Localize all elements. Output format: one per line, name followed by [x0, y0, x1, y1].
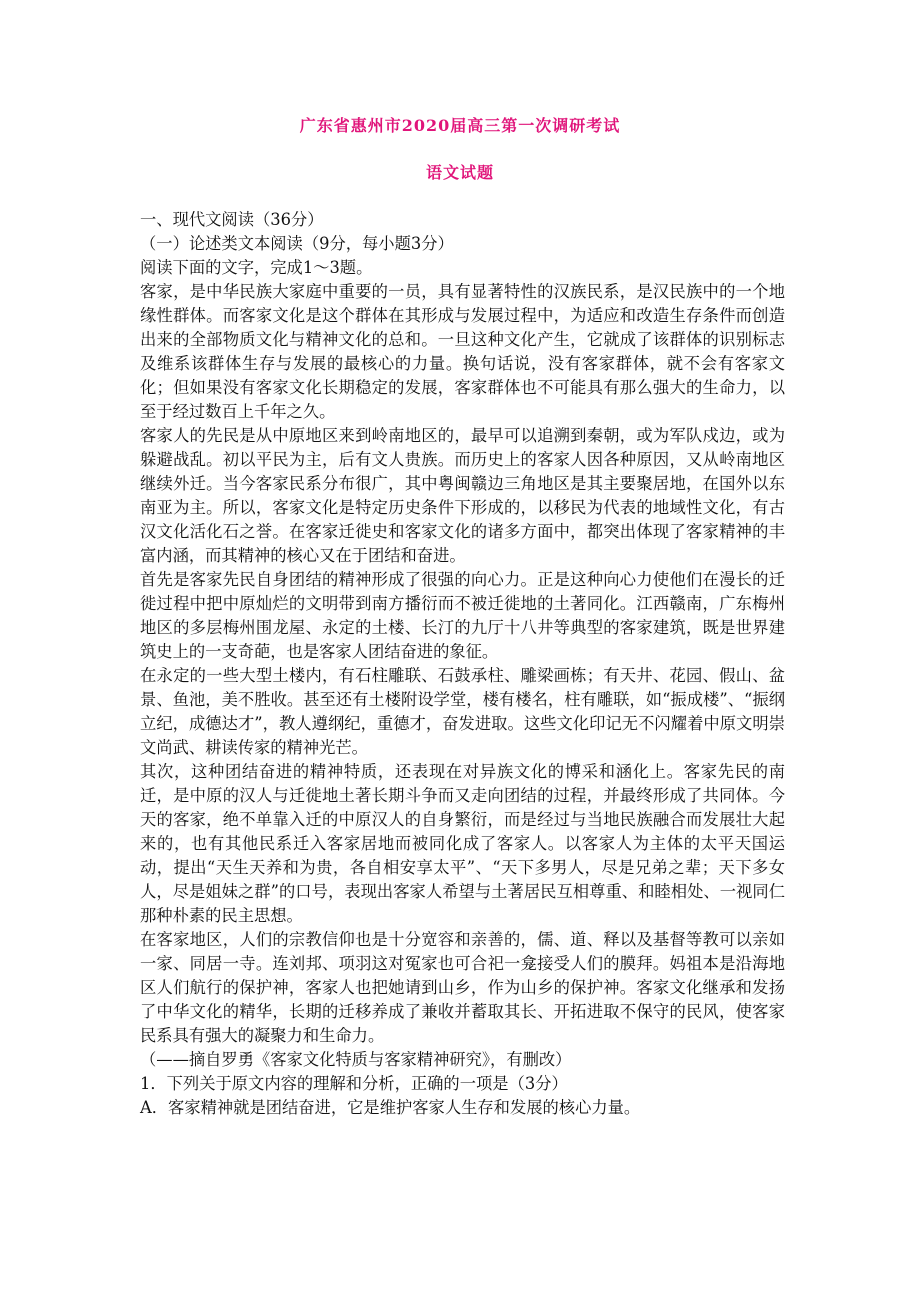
passage-paragraph: 在永定的一些大型土楼内，有石柱雕联、石鼓承柱、雕梁画栋；有天井、花园、假山、盆景、鱼池，美不胜收。甚至还有土楼附设学堂，楼有楼名，柱有雕联，如“振成楼”、“振纲立纪，成德达才”，教人遵纲纪，重德才，奋发进取。这些文化印记无不闪耀着中原文明崇文尚武、耕读传家的精神光芒。 [140, 666, 785, 757]
passage-paragraph: 客家，是中华民族大家庭中重要的一员，具有显著特性的汉族民系，是汉民族中的一个地缘性群体。而客家文化是这个群体在其形成与发展过程中，为适应和改造生存条件而创造出来的全部物质文化与精神文化的总和。一旦这种文化产生，它就成了该群体的识别标志及维系该群体生存与发展的最核心的力量。换句话说，没有客家群体，就不会有客家文化；但如果没有客家文化长期稳定的发展，客家群体也不可能具有那么强大的生命力，以至于经过数百上千年之久。 [140, 282, 785, 421]
passage-paragraph: 在客家地区，人们的宗教信仰也是十分宽容和亲善的，儒、道、释以及基督等教可以亲如一家、同居一寺。连刘邦、项羽这对冤家也可合祀一龛接受人们的膜拜。妈祖本是沿海地区人们航行的保护神，客家人也把她请到山乡，作为山乡的保护神。客家文化继承和发扬了中华文化的精华，长期的迁移养成了兼收并蓄取其长、开拓进取不保守的民风，使客家民系具有强大的凝聚力和生命力。 [140, 930, 785, 1045]
passage-source: （——摘自罗勇《客家文化特质与客家精神研究》，有删改） [140, 1050, 572, 1069]
passage-paragraph: 客家人的先民是从中原地区来到岭南地区的，最早可以追溯到秦朝，或为军队戍边，或为躲避战乱。初以平民为主，后有文人贵族。而历史上的客家人因各种原因，又从岭南地区继续外迁。当今客家民系分布很广，其中粤闽赣边三角地区是其主要聚居地，在国外以东南亚为主。所以，客家文化是特定历史条件下形成的，以移民为代表的地域性文化，有古汉文化活化石之誉。在客家迁徙史和客家文化的诸多方面中，都突出体现了客家精神的丰富内涵，而其精神的核心又在于团结和奋进。 [140, 426, 785, 565]
question-1: 1．下列关于原文内容的理解和分析，正确的一项是（3分） [140, 1074, 568, 1093]
passage-paragraph: 首先是客家先民自身团结的精神形成了很强的向心力。正是这种向心力使他们在漫长的迁徙过程中把中原灿烂的文明带到南方播衍而不被迁徙地的土著同化。江西赣南，广东梅州地区的多层梅州围龙屋、永定的土楼、长汀的九厅十八井等典型的客家建筑，既是世界建筑史上的一支奇葩，也是客家人团结奋进的象征。 [140, 570, 785, 661]
document-body [140, 208, 785, 1120]
passage-paragraph: 其次，这种团结奋进的精神特质，还表现在对异族文化的博采和涵化上。客家先民的南迁，是中原的汉人与迁徙地土著长期斗争而又走向团结的过程，并最终形成了共同体。今天的客家，绝不单靠入迁的中原汉人的自身繁衍，而是经过与当地民族融合而发展壮大起来的，也有其他民系迁入客家居地而被同化成了客家人。以客家人为主体的太平天国运动，提出“天生天养和为贵，各自相安享太平”、“天下多男人，尽是兄弟之辈；天下多女人，尽是姐妹之群”的口号，表现出客家人希望与土著居民互相尊重、和睦相处、一视同仁那种朴素的民主思想。 [140, 762, 785, 925]
document-title: 广东省惠州市2020届高三第一次调研考试 [299, 116, 621, 135]
document-subtitle: 语文试题 [425, 163, 494, 182]
question-1-option-a: A．客家精神就是团结奋进，它是维护客家人生存和发展的核心力量。 [140, 1098, 641, 1117]
section-heading: 一、现代文阅读（36分） [140, 210, 324, 229]
reading-instruction: 阅读下面的文字，完成1～3题。 [140, 258, 373, 277]
subsection-heading: （一）论述类文本阅读（9分，每小题3分） [140, 234, 454, 253]
